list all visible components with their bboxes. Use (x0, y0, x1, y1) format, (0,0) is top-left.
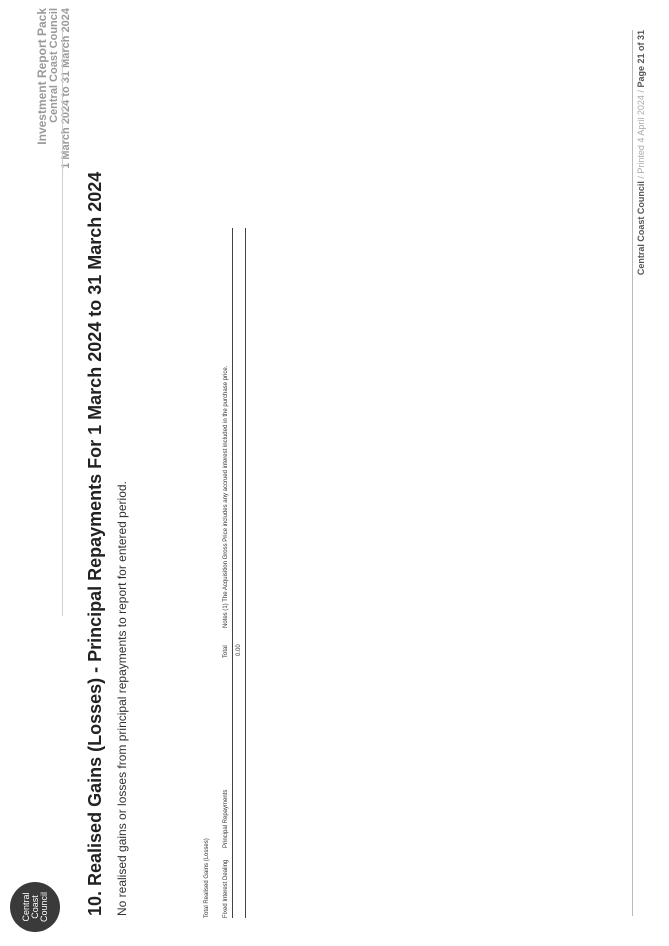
table-notes: Notes (1) The Acquisition Gross Price includes any accrued interest included in the purchase price. (223, 365, 229, 628)
report-period: 1 March 2024 to 31 March 2024 (60, 8, 72, 169)
table-header-rule (232, 228, 233, 918)
report-header (36, 8, 72, 169)
section-subtitle: No realised gains or losses from principal repayments to report for entered period. (115, 481, 129, 916)
column-header-principal-repayments: Principal Repayments (223, 789, 229, 848)
total-value: 0.00 (236, 644, 242, 656)
council-name: Central Coast Council (48, 8, 60, 123)
council-logo: Central Coast Council (10, 882, 60, 932)
footer-org: Central Coast Council (636, 181, 646, 276)
footer-page: Page 21 of 31 (636, 30, 646, 88)
column-header-fixed-interest: Fixed Interest Dealing (223, 859, 229, 918)
footer-divider (632, 30, 633, 916)
table-bottom-rule (245, 228, 246, 918)
section-title: 10. Realised Gains (Losses) - Principal Repayments For 1 March 2024 to 31 March 2024 (85, 171, 105, 916)
footer-printed: Printed 4 April 2024 (636, 95, 646, 174)
report-title: Investment Report Pack (35, 8, 49, 145)
table-caption: Total Realised Gains (Losses) (204, 838, 210, 918)
column-header-total: Total (223, 645, 229, 658)
header-divider (62, 30, 63, 616)
page-footer: Central Coast Council / Printed 4 April 2024 / Page 21 of 31 (636, 30, 646, 276)
